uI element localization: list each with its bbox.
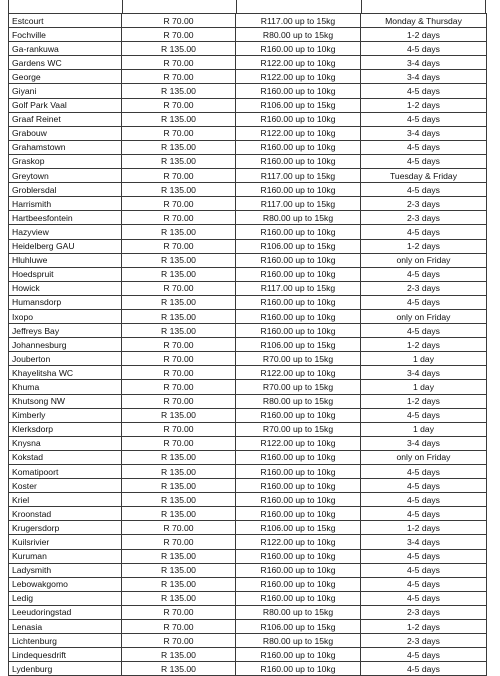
town-cell: Howick — [9, 281, 122, 295]
base-price-cell: R 135.00 — [122, 648, 236, 662]
table-row — [9, 507, 487, 521]
table-row — [9, 521, 487, 535]
table-row — [9, 98, 487, 112]
delivery-days-cell: 3-4 days — [361, 70, 487, 84]
table-row — [9, 380, 487, 394]
base-price-cell: R 135.00 — [122, 154, 236, 168]
rate-cell: R160.00 up to 10kg — [236, 183, 361, 197]
town-cell: Khutsong NW — [9, 394, 122, 408]
town-cell: Krugersdorp — [9, 521, 122, 535]
town-cell: Hazyview — [9, 225, 122, 239]
table-row — [9, 84, 487, 98]
rate-cell: R122.00 up to 10kg — [236, 70, 361, 84]
base-price-cell: R 70.00 — [122, 98, 236, 112]
table-row — [9, 422, 487, 436]
town-cell: Gardens WC — [9, 56, 122, 70]
table-row — [9, 169, 487, 183]
delivery-days-cell: 1 day — [361, 422, 487, 436]
town-cell: Ledig — [9, 591, 122, 605]
town-cell: Hluhluwe — [9, 253, 122, 267]
town-cell: Kuruman — [9, 549, 122, 563]
rate-cell: R80.00 up to 15kg — [236, 394, 361, 408]
rate-cell: R70.00 up to 15kg — [236, 352, 361, 366]
town-cell: Lenasia — [9, 620, 122, 634]
table-row — [9, 634, 487, 648]
base-price-cell: R 135.00 — [122, 563, 236, 577]
table-row — [9, 253, 487, 267]
rate-cell: R80.00 up to 15kg — [236, 28, 361, 42]
town-cell: Lebowakgomo — [9, 577, 122, 591]
base-price-cell: R 70.00 — [122, 352, 236, 366]
delivery-days-cell: 4-5 days — [361, 577, 487, 591]
rate-cell: R160.00 up to 10kg — [236, 295, 361, 309]
rate-cell: R160.00 up to 10kg — [236, 225, 361, 239]
delivery-days-cell: only on Friday — [361, 450, 487, 464]
table-row — [9, 591, 487, 605]
town-cell: Jouberton — [9, 352, 122, 366]
base-price-cell: R 135.00 — [122, 408, 236, 422]
rate-cell: R160.00 up to 10kg — [236, 577, 361, 591]
table-row — [9, 28, 487, 42]
column-divider — [361, 0, 362, 13]
rate-cell: R160.00 up to 10kg — [236, 662, 361, 676]
table-body — [9, 14, 487, 676]
base-price-cell: R 135.00 — [122, 493, 236, 507]
base-price-cell: R 135.00 — [122, 140, 236, 154]
table-row — [9, 450, 487, 464]
rate-cell: R117.00 up to 15kg — [236, 169, 361, 183]
table-row — [9, 436, 487, 450]
delivery-days-cell: 4-5 days — [361, 479, 487, 493]
base-price-cell: R 70.00 — [122, 521, 236, 535]
table-row — [9, 620, 487, 634]
rate-cell: R160.00 up to 10kg — [236, 479, 361, 493]
table-row — [9, 112, 487, 126]
rate-cell: R160.00 up to 10kg — [236, 154, 361, 168]
delivery-days-cell: 3-4 days — [361, 366, 487, 380]
base-price-cell: R 70.00 — [122, 366, 236, 380]
town-cell: Hoedspruit — [9, 267, 122, 281]
table-row — [9, 70, 487, 84]
rate-cell: R160.00 up to 10kg — [236, 253, 361, 267]
delivery-days-cell: 4-5 days — [361, 493, 487, 507]
base-price-cell: R 70.00 — [122, 436, 236, 450]
delivery-days-cell: 1-2 days — [361, 239, 487, 253]
base-price-cell: R 135.00 — [122, 465, 236, 479]
table-row — [9, 535, 487, 549]
town-cell: Khayelitsha WC — [9, 366, 122, 380]
town-cell: Hartbeesfontein — [9, 211, 122, 225]
rate-cell: R160.00 up to 10kg — [236, 450, 361, 464]
delivery-days-cell: 1-2 days — [361, 521, 487, 535]
town-cell: George — [9, 70, 122, 84]
base-price-cell: R 135.00 — [122, 84, 236, 98]
table-row — [9, 324, 487, 338]
town-cell: Graskop — [9, 154, 122, 168]
delivery-days-cell: 4-5 days — [361, 295, 487, 309]
table-row — [9, 352, 487, 366]
base-price-cell: R 135.00 — [122, 577, 236, 591]
rate-cell: R122.00 up to 10kg — [236, 366, 361, 380]
base-price-cell: R 70.00 — [122, 394, 236, 408]
rate-cell: R117.00 up to 15kg — [236, 197, 361, 211]
town-cell: Giyani — [9, 84, 122, 98]
town-cell: Fochville — [9, 28, 122, 42]
table-top-cut — [8, 0, 486, 13]
table-row — [9, 183, 487, 197]
table-row — [9, 563, 487, 577]
base-price-cell: R 70.00 — [122, 169, 236, 183]
delivery-days-cell: 3-4 days — [361, 126, 487, 140]
base-price-cell: R 135.00 — [122, 549, 236, 563]
table-row — [9, 154, 487, 168]
base-price-cell: R 70.00 — [122, 605, 236, 619]
rate-cell: R160.00 up to 10kg — [236, 507, 361, 521]
delivery-days-cell: 4-5 days — [361, 662, 487, 676]
rate-cell: R160.00 up to 10kg — [236, 324, 361, 338]
table-row — [9, 493, 487, 507]
table-row — [9, 197, 487, 211]
base-price-cell: R 135.00 — [122, 309, 236, 323]
base-price-cell: R 70.00 — [122, 28, 236, 42]
rate-cell: R80.00 up to 15kg — [236, 211, 361, 225]
table-row — [9, 479, 487, 493]
town-cell: Heidelberg GAU — [9, 239, 122, 253]
delivery-days-cell: 4-5 days — [361, 408, 487, 422]
delivery-days-cell: 1-2 days — [361, 98, 487, 112]
delivery-days-cell: 4-5 days — [361, 465, 487, 479]
town-cell: Komatipoort — [9, 465, 122, 479]
delivery-days-cell: only on Friday — [361, 253, 487, 267]
base-price-cell: R 135.00 — [122, 450, 236, 464]
delivery-days-cell: 4-5 days — [361, 507, 487, 521]
rate-cell: R80.00 up to 15kg — [236, 605, 361, 619]
table-row — [9, 126, 487, 140]
rate-cell: R160.00 up to 10kg — [236, 408, 361, 422]
rate-cell: R122.00 up to 10kg — [236, 126, 361, 140]
rate-cell: R160.00 up to 10kg — [236, 267, 361, 281]
delivery-days-cell: 4-5 days — [361, 591, 487, 605]
town-cell: Kimberly — [9, 408, 122, 422]
delivery-days-cell: 1-2 days — [361, 394, 487, 408]
delivery-days-cell: 3-4 days — [361, 535, 487, 549]
town-cell: Lichtenburg — [9, 634, 122, 648]
table-row — [9, 42, 487, 56]
courier-rates-table — [8, 13, 487, 676]
town-cell: Graaf Reinet — [9, 112, 122, 126]
base-price-cell: R 70.00 — [122, 620, 236, 634]
base-price-cell: R 135.00 — [122, 225, 236, 239]
town-cell: Humansdorp — [9, 295, 122, 309]
delivery-days-cell: 1 day — [361, 352, 487, 366]
town-cell: Khuma — [9, 380, 122, 394]
base-price-cell: R 70.00 — [122, 634, 236, 648]
table-row — [9, 56, 487, 70]
base-price-cell: R 70.00 — [122, 197, 236, 211]
rate-cell: R160.00 up to 10kg — [236, 465, 361, 479]
town-cell: Greytown — [9, 169, 122, 183]
base-price-cell: R 135.00 — [122, 662, 236, 676]
delivery-days-cell: 4-5 days — [361, 42, 487, 56]
rate-cell: R106.00 up to 15kg — [236, 338, 361, 352]
base-price-cell: R 135.00 — [122, 112, 236, 126]
column-divider — [122, 0, 123, 13]
delivery-days-cell: Monday & Thursday — [361, 14, 487, 28]
delivery-days-cell: 2-3 days — [361, 197, 487, 211]
delivery-days-cell: 2-3 days — [361, 281, 487, 295]
rate-cell: R160.00 up to 10kg — [236, 648, 361, 662]
delivery-days-cell: 4-5 days — [361, 563, 487, 577]
table-row — [9, 394, 487, 408]
base-price-cell: R 135.00 — [122, 507, 236, 521]
town-cell: Lindequesdrift — [9, 648, 122, 662]
town-cell: Koster — [9, 479, 122, 493]
delivery-days-cell: 4-5 days — [361, 84, 487, 98]
town-cell: Grahamstown — [9, 140, 122, 154]
rate-cell: R122.00 up to 10kg — [236, 56, 361, 70]
town-cell: Johannesburg — [9, 338, 122, 352]
town-cell: Grabouw — [9, 126, 122, 140]
delivery-days-cell: 4-5 days — [361, 648, 487, 662]
town-cell: Klerksdorp — [9, 422, 122, 436]
delivery-days-cell: Tuesday & Friday — [361, 169, 487, 183]
rate-cell: R160.00 up to 10kg — [236, 84, 361, 98]
table-row — [9, 648, 487, 662]
rate-cell: R117.00 up to 15kg — [236, 14, 361, 28]
town-cell: Leeudoringstad — [9, 605, 122, 619]
rate-cell: R160.00 up to 10kg — [236, 309, 361, 323]
base-price-cell: R 135.00 — [122, 183, 236, 197]
base-price-cell: R 70.00 — [122, 535, 236, 549]
table-row — [9, 662, 487, 676]
rate-cell: R70.00 up to 15kg — [236, 422, 361, 436]
delivery-days-cell: only on Friday — [361, 309, 487, 323]
table-row — [9, 577, 487, 591]
delivery-days-cell: 4-5 days — [361, 183, 487, 197]
town-cell: Kokstad — [9, 450, 122, 464]
table-row — [9, 281, 487, 295]
base-price-cell: R 70.00 — [122, 211, 236, 225]
base-price-cell: R 135.00 — [122, 42, 236, 56]
base-price-cell: R 70.00 — [122, 239, 236, 253]
table-row — [9, 465, 487, 479]
town-cell: Kuilsrivier — [9, 535, 122, 549]
rate-cell: R160.00 up to 10kg — [236, 112, 361, 126]
base-price-cell: R 70.00 — [122, 380, 236, 394]
base-price-cell: R 135.00 — [122, 591, 236, 605]
base-price-cell: R 135.00 — [122, 479, 236, 493]
base-price-cell: R 70.00 — [122, 70, 236, 84]
base-price-cell: R 135.00 — [122, 324, 236, 338]
table-row — [9, 549, 487, 563]
rate-cell: R160.00 up to 10kg — [236, 140, 361, 154]
delivery-days-cell: 3-4 days — [361, 436, 487, 450]
table-row — [9, 366, 487, 380]
base-price-cell: R 70.00 — [122, 56, 236, 70]
town-cell: Kriel — [9, 493, 122, 507]
base-price-cell: R 135.00 — [122, 295, 236, 309]
delivery-days-cell: 4-5 days — [361, 549, 487, 563]
rate-cell: R122.00 up to 10kg — [236, 436, 361, 450]
delivery-days-cell: 4-5 days — [361, 267, 487, 281]
rate-cell: R70.00 up to 15kg — [236, 380, 361, 394]
table-row — [9, 295, 487, 309]
base-price-cell: R 70.00 — [122, 281, 236, 295]
town-cell: Ixopo — [9, 309, 122, 323]
base-price-cell: R 70.00 — [122, 338, 236, 352]
delivery-days-cell: 4-5 days — [361, 324, 487, 338]
table-row — [9, 225, 487, 239]
table-row — [9, 408, 487, 422]
town-cell: Golf Park Vaal — [9, 98, 122, 112]
town-cell: Kroonstad — [9, 507, 122, 521]
rate-cell: R160.00 up to 10kg — [236, 563, 361, 577]
rate-cell: R122.00 up to 10kg — [236, 535, 361, 549]
base-price-cell: R 70.00 — [122, 422, 236, 436]
delivery-days-cell: 4-5 days — [361, 154, 487, 168]
table-row — [9, 140, 487, 154]
table-row — [9, 211, 487, 225]
rate-cell: R106.00 up to 15kg — [236, 239, 361, 253]
town-cell: Knysna — [9, 436, 122, 450]
rate-cell: R117.00 up to 15kg — [236, 281, 361, 295]
base-price-cell: R 70.00 — [122, 14, 236, 28]
delivery-days-cell: 4-5 days — [361, 112, 487, 126]
delivery-days-cell: 1-2 days — [361, 620, 487, 634]
base-price-cell: R 70.00 — [122, 126, 236, 140]
delivery-days-cell: 1-2 days — [361, 28, 487, 42]
town-cell: Lydenburg — [9, 662, 122, 676]
table-row — [9, 14, 487, 28]
table-row — [9, 239, 487, 253]
town-cell: Estcourt — [9, 14, 122, 28]
rate-cell: R106.00 up to 15kg — [236, 98, 361, 112]
rate-cell: R160.00 up to 10kg — [236, 493, 361, 507]
delivery-days-cell: 2-3 days — [361, 605, 487, 619]
rate-cell: R160.00 up to 10kg — [236, 42, 361, 56]
town-cell: Harrismith — [9, 197, 122, 211]
rate-cell: R106.00 up to 15kg — [236, 521, 361, 535]
base-price-cell: R 135.00 — [122, 267, 236, 281]
rate-cell: R160.00 up to 10kg — [236, 549, 361, 563]
delivery-days-cell: 2-3 days — [361, 211, 487, 225]
rate-cell: R106.00 up to 15kg — [236, 620, 361, 634]
rate-cell: R80.00 up to 15kg — [236, 634, 361, 648]
column-divider — [236, 0, 237, 13]
town-cell: Jeffreys Bay — [9, 324, 122, 338]
rate-cell: R160.00 up to 10kg — [236, 591, 361, 605]
table-row — [9, 338, 487, 352]
table-row — [9, 309, 487, 323]
delivery-days-cell: 2-3 days — [361, 634, 487, 648]
delivery-days-cell: 1 day — [361, 380, 487, 394]
delivery-days-cell: 4-5 days — [361, 140, 487, 154]
delivery-days-cell: 1-2 days — [361, 338, 487, 352]
delivery-days-cell: 3-4 days — [361, 56, 487, 70]
base-price-cell: R 135.00 — [122, 253, 236, 267]
town-cell: Ga-rankuwa — [9, 42, 122, 56]
delivery-days-cell: 4-5 days — [361, 225, 487, 239]
town-cell: Groblersdal — [9, 183, 122, 197]
table-row — [9, 267, 487, 281]
town-cell: Ladysmith — [9, 563, 122, 577]
table-row — [9, 605, 487, 619]
